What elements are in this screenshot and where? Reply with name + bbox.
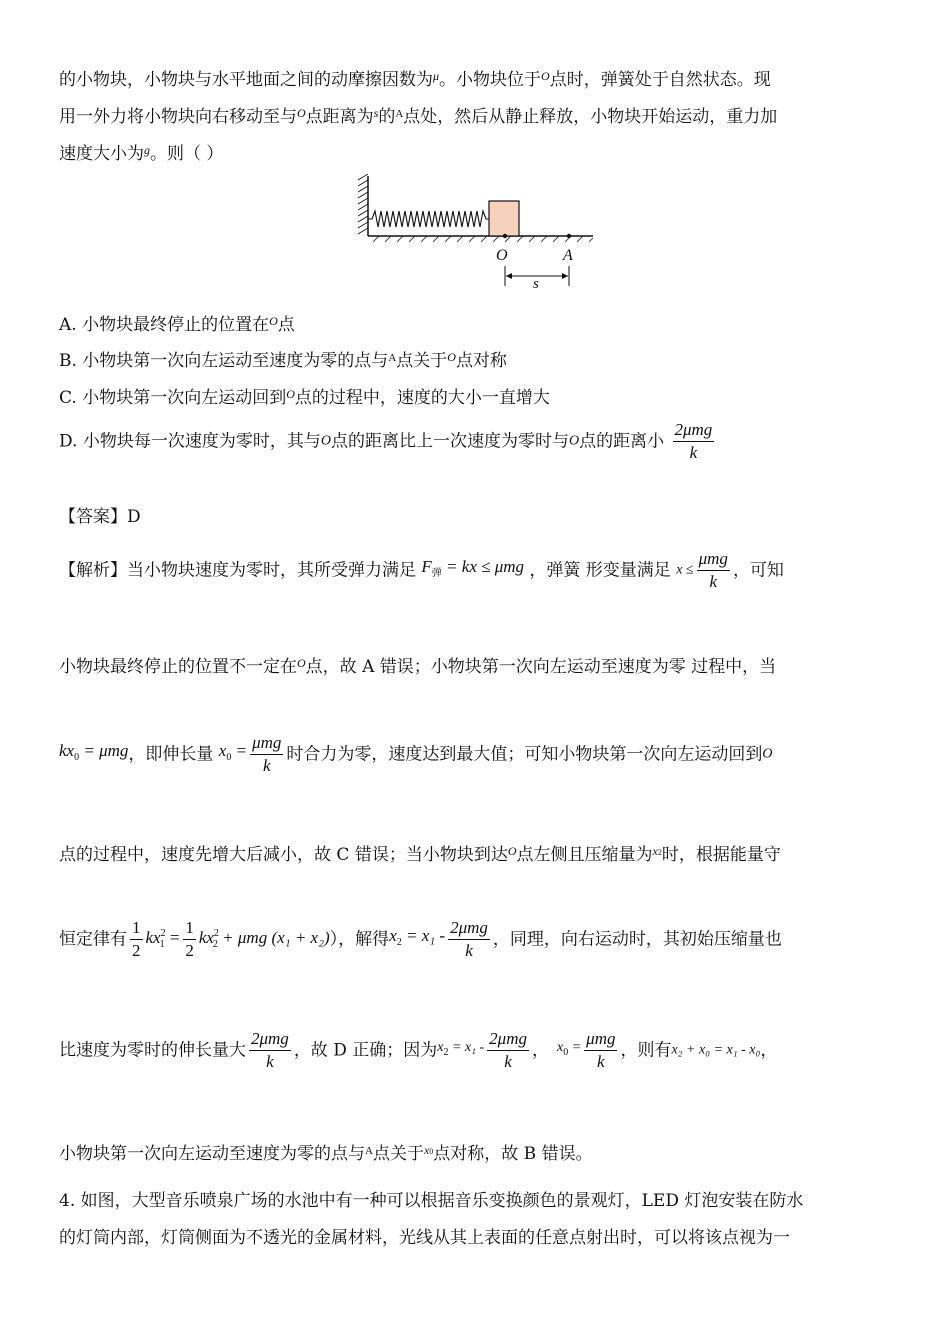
s-symbol: s [373, 106, 379, 120]
text: 时合力为零，速度达到最大值；可知小物块第一次向左运动回到 [286, 744, 763, 765]
point-a: A [395, 108, 404, 120]
text: C. 小物块第一次向左运动回到 [59, 388, 287, 408]
text: 点的距离比上一次速度为零时与 [330, 431, 569, 452]
analysis-line-1 [59, 548, 784, 593]
point-o: O [297, 106, 306, 120]
numerator: 2μmg [249, 1028, 291, 1051]
fraction-half [183, 917, 196, 962]
subscript: 2 [212, 939, 218, 950]
denominator: 2 [185, 941, 194, 960]
kx: kx [198, 928, 214, 947]
x2-symbol [653, 844, 662, 858]
comma: ， [531, 1040, 549, 1061]
equals: = [235, 741, 248, 760]
text: ，即伸长量 [128, 744, 214, 765]
text: 点的过程中，速度先增大后减小，故 C 错误；当小物块到达 [59, 845, 508, 865]
text: ），解得 [329, 929, 390, 950]
text: 点关于 [396, 351, 448, 371]
text: 点，故 A 错误；小物块第一次向左运动至速度为零 过程中，当 [305, 657, 777, 677]
kx1-sq [145, 928, 181, 950]
x: x [218, 741, 227, 760]
spring [368, 211, 489, 227]
kx: kx [59, 741, 75, 760]
subscript: 2 [396, 937, 402, 948]
formula-kx0 [59, 741, 129, 763]
analysis-line-7 [59, 1139, 593, 1165]
equals: = [571, 1040, 582, 1055]
text: ，故 D 正确；因为 [293, 1040, 438, 1061]
superscript: 2 [160, 928, 166, 939]
wall [358, 174, 368, 236]
text: 小物块最终停止的位置不一定在 [59, 657, 297, 677]
numerator: 1 [183, 917, 196, 940]
point-a: A [388, 352, 397, 364]
point-o: O [762, 746, 773, 762]
text: 点对称，故 B 错误。 [433, 1144, 593, 1164]
fraction-umg-k [697, 548, 730, 593]
formula-f-spring [421, 557, 524, 579]
text: 恒定律有 [59, 929, 127, 950]
numerator: 2μmg [487, 1028, 529, 1051]
subscript: 1 [159, 939, 165, 950]
q3-line-3 [59, 139, 223, 165]
analysis-line-5 [59, 917, 782, 962]
text: 点时，弹簧处于自然状态。现 [549, 70, 771, 90]
text: 。小物块位于 [439, 70, 542, 90]
subscript: 0 [429, 1147, 434, 1156]
denominator: k [266, 1052, 274, 1071]
equation: = kx ≤ μmg [446, 557, 524, 576]
block [489, 201, 519, 236]
point-o: O [507, 844, 517, 858]
numerator: μmg [697, 548, 730, 571]
text: 点的距离小 [579, 431, 665, 452]
subscript: 0 [226, 752, 232, 763]
option-b [59, 346, 507, 372]
text: 点对称 [455, 351, 507, 371]
fraction-umg-k [250, 732, 283, 777]
fraction-2umg-k [448, 917, 490, 962]
option-a [59, 310, 295, 336]
denominator: 2 [132, 941, 141, 960]
point-o: O [568, 433, 580, 449]
text: 点 [277, 315, 295, 335]
subscript: 2 [443, 1047, 449, 1058]
formula-x2 [437, 1040, 485, 1058]
numerator: μmg [584, 1028, 617, 1051]
point-o: O [269, 314, 278, 328]
x: x [423, 1143, 430, 1157]
formula-x0 [218, 741, 248, 763]
superscript: 2 [213, 928, 219, 939]
spring-block-figure [355, 174, 600, 294]
f-subscript: 弹 [431, 568, 442, 579]
paren-term: (x₁ + x₂) [271, 928, 330, 947]
text: 点的过程中，速度的大小一直增大 [294, 388, 550, 408]
label-s: s [533, 276, 539, 292]
text: ， [760, 1040, 778, 1061]
point-o: O [447, 350, 456, 364]
fraction-2umg-k [487, 1028, 529, 1073]
q3-line-2 [59, 102, 777, 128]
fraction-2umg-k [249, 1028, 291, 1073]
fraction-half [130, 917, 143, 962]
text: 用一外力将小物块向右移动至与 [59, 107, 297, 127]
text: 的 [378, 107, 396, 127]
text: 点处，然后从静止释放，小物块开始运动，重力加 [403, 107, 778, 127]
point-o-dot [503, 234, 507, 238]
numerator: 2μmg [673, 419, 715, 442]
f-symbol: F [421, 557, 432, 576]
ground [368, 236, 593, 242]
text: D. 小物块每一次速度为零时，其与 [59, 431, 321, 452]
fraction-2umg-k [673, 419, 715, 464]
x: x [437, 1040, 444, 1055]
text: A. 小物块最终停止的位置在 [59, 315, 270, 335]
equation: = x₁ - [451, 1040, 485, 1055]
mu-symbol: μ [433, 69, 440, 83]
equals: = [168, 928, 181, 947]
x-le: x ≤ [676, 562, 694, 578]
dim-arrow-left [506, 273, 512, 279]
text: 点左侧且压缩量为 [516, 845, 653, 865]
option-c [59, 383, 550, 409]
text: 的小物块，小物块与水平地面之间的动摩擦因数为 [59, 70, 433, 90]
kx: kx [145, 928, 161, 947]
q4-line-2: 的灯筒内部，灯筒侧面为不透光的金属材料，光线从其上表面的任意点射出时，可以将该点视为一 [59, 1228, 790, 1248]
denominator: k [689, 443, 698, 462]
label-o: O [496, 247, 508, 264]
label-a: A [563, 247, 573, 264]
numerator: 2μmg [448, 917, 490, 940]
point-o: O [320, 433, 331, 449]
analysis-line-6 [59, 1028, 777, 1073]
point-a-dot [567, 234, 571, 238]
text: ，则有 [620, 1040, 672, 1061]
subscript: 0 [74, 752, 80, 763]
subscript: 0 [563, 1047, 569, 1058]
x: x [652, 844, 658, 858]
q4-line-1: 4. 如图，大型音乐喷泉广场的水池中有一种可以根据音乐变换颜色的景观灯，LED 灯泡安装在防水 [59, 1191, 804, 1211]
plus-term: + μmg [222, 928, 268, 947]
point-o: O [297, 656, 306, 670]
x0-symbol [424, 1143, 433, 1157]
g-symbol: g [144, 143, 150, 157]
text: 比速度为零时的伸长量大 [59, 1040, 246, 1061]
text: 速度大小为 [59, 144, 144, 164]
answer: 【答案】D [59, 507, 141, 527]
fraction-umg-k [584, 1028, 617, 1073]
formula-sum: x₂ + x₀ = x₁ - x₀ [671, 1042, 761, 1058]
dim-arrow-right [562, 273, 568, 279]
denominator: k [465, 941, 473, 960]
analysis-line-2 [59, 652, 776, 678]
denominator: k [504, 1052, 512, 1071]
analysis-line-3 [59, 732, 773, 777]
subscript: 2 [657, 848, 662, 857]
x: x [556, 1040, 564, 1055]
text: B. 小物块第一次向左运动至速度为零的点与 [59, 351, 389, 371]
kx2-sq [198, 928, 330, 950]
text: ，弹簧 形变量满足 [529, 560, 671, 581]
option-d [59, 419, 717, 464]
numerator: μmg [250, 732, 283, 755]
text: 。则（ ） [150, 144, 224, 164]
text: 时，根据能量守 [661, 845, 781, 865]
analysis-line-4 [59, 840, 781, 866]
text: 小物块第一次向左运动至速度为零的点与 [59, 1144, 365, 1164]
text: 点距离为 [305, 107, 374, 127]
equation: = x₁ - [405, 926, 446, 945]
text: ，可知 [732, 560, 784, 581]
numerator: 1 [130, 917, 143, 940]
text: 点关于 [372, 1144, 424, 1164]
point-a: A [365, 1145, 373, 1157]
point-o: O [286, 387, 295, 401]
x: x [389, 926, 397, 945]
text: 【解析】当小物块速度为零时，其所受弹力满足 [59, 560, 416, 581]
point-o: O [541, 69, 550, 83]
denominator: k [262, 756, 271, 775]
denominator: k [597, 1052, 605, 1071]
q3-line-1 [59, 65, 771, 91]
denominator: k [709, 572, 718, 591]
formula-x0 [556, 1040, 582, 1058]
formula-x2 [389, 926, 446, 948]
equation: = μmg [83, 741, 129, 760]
text: ，同理，向右运动时，其初始压缩量也 [492, 929, 782, 950]
